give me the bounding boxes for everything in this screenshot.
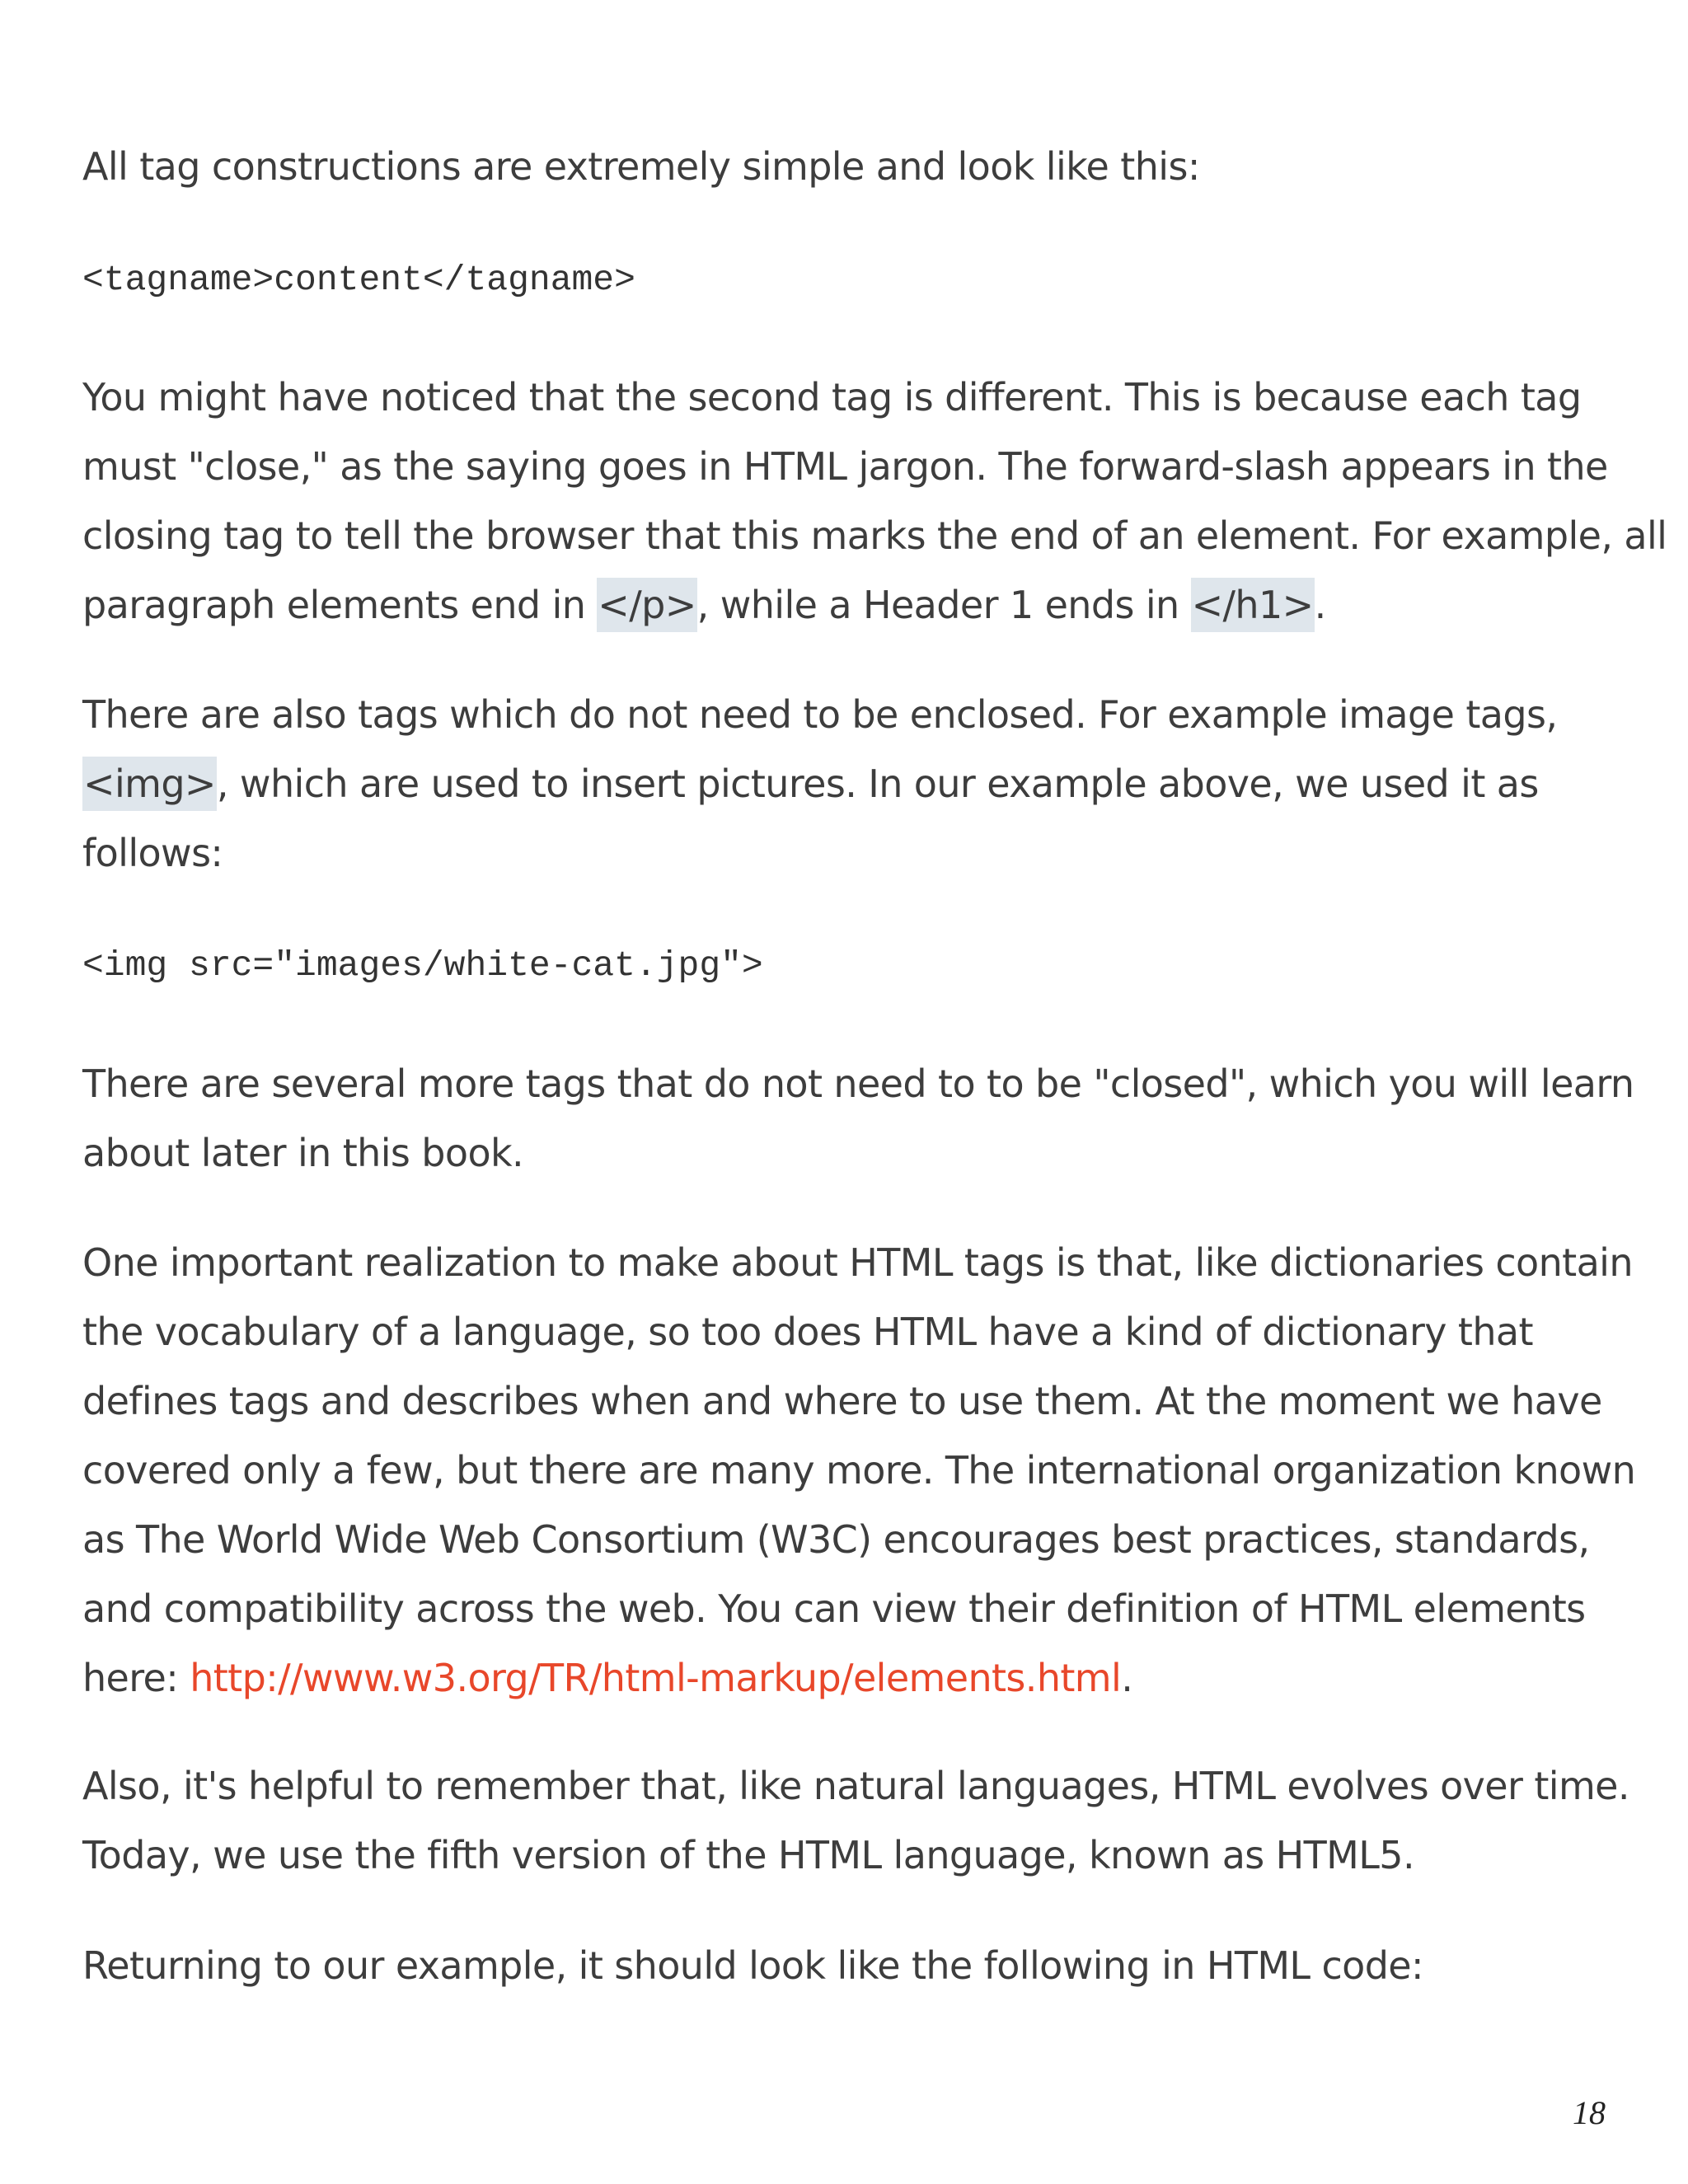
inline-code-p-close: </p> <box>597 578 696 632</box>
paragraph-unclosed-tags <box>82 680 1615 888</box>
text-line: There are also tags which do not need to be enclosed. For example image tags, <box>82 692 1558 737</box>
paragraph-html-dictionary <box>82 1228 1636 1713</box>
inline-code-h1-close: </h1> <box>1191 578 1315 632</box>
text-line: One important realization to make about HTML tags is that, like dictionaries contain <box>82 1240 1633 1285</box>
text-line: follows: <box>82 831 223 875</box>
paragraph-html5 <box>82 1751 1629 1890</box>
text-line: Also, it's helpful to remember that, like natural languages, HTML evolves over time. <box>82 1764 1629 1808</box>
text-line: You might have noticed that the second tag is different. This is because each tag <box>82 375 1582 419</box>
text-fragment: . <box>1314 583 1326 627</box>
w3c-elements-link[interactable]: http://www.w3.org/TR/html-markup/elements.html <box>190 1656 1122 1700</box>
text-line: covered only a few, but there are many more. The international organization known <box>82 1448 1636 1493</box>
text-line <box>82 570 1615 640</box>
paragraph-returning-example <box>82 1931 1615 2000</box>
text-line: as The World Wide Web Consortium (W3C) encourages best practices, standards, <box>82 1517 1590 1562</box>
paragraph-intro <box>82 132 1615 201</box>
text-line: defines tags and describes when and where to use them. At the moment we have <box>82 1379 1602 1423</box>
paragraph-more-tags <box>82 1049 1634 1188</box>
text-fragment: , while a Header 1 ends in <box>696 583 1191 627</box>
text-line: and compatibility across the web. You can view their definition of HTML elements <box>82 1586 1586 1631</box>
inline-code-img: <img> <box>82 757 217 811</box>
text-line: about later in this book. <box>82 1131 524 1175</box>
text-line: closing tag to tell the browser that this marks the end of an element. For example, all <box>82 513 1667 558</box>
text-line: Returning to our example, it should look like the following in HTML code: <box>82 1943 1423 1988</box>
code-example-tag-syntax: <tagname>content</tagname> <box>82 260 635 300</box>
text-fragment: . <box>1121 1656 1133 1700</box>
text-fragment: , which are used to insert pictures. In our example above, we used it as <box>216 762 1539 806</box>
page-number: 18 <box>1573 2094 1606 2131</box>
text-line <box>82 749 1615 818</box>
paragraph-closing-tags <box>82 363 1667 640</box>
text-line: must "close," as the saying goes in HTML jargon. The forward-slash appears in the <box>82 444 1608 489</box>
text-line: Today, we use the fifth version of the HTML language, known as HTML5. <box>82 1833 1414 1877</box>
text-line: There are several more tags that do not need to to be "closed", which you will learn <box>82 1062 1634 1106</box>
text-line <box>82 1643 1615 1713</box>
text-fragment: here: <box>82 1656 190 1700</box>
text-fragment: paragraph elements end in <box>82 583 598 627</box>
code-example-img-tag: <img src="images/white-cat.jpg"> <box>82 945 763 986</box>
text-line: All tag constructions are extremely simple and look like this: <box>82 144 1200 189</box>
text-line: the vocabulary of a language, so too does HTML have a kind of dictionary that <box>82 1310 1533 1354</box>
